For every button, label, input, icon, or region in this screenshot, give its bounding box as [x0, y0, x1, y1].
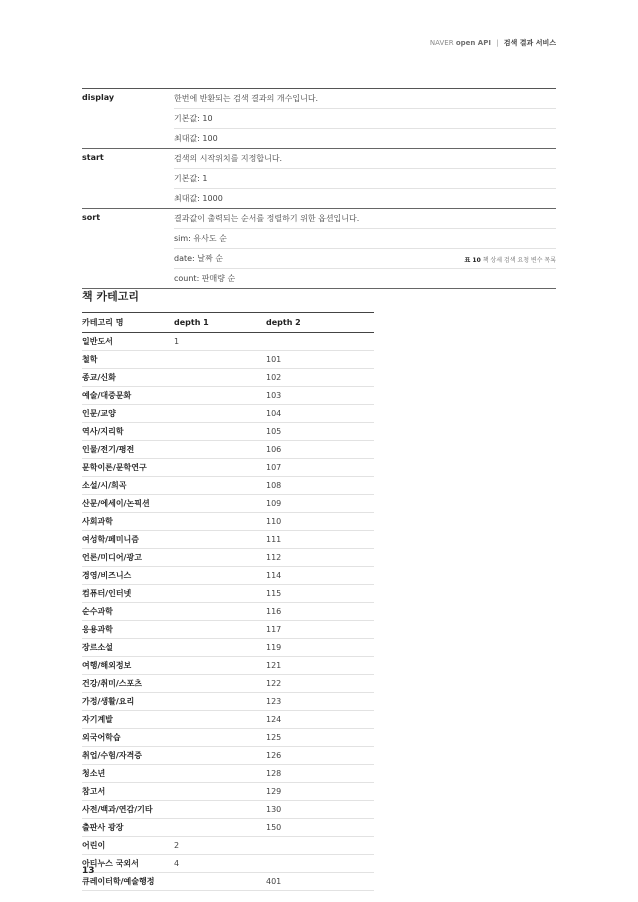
category-name-cell: 문학이론/문학연구	[82, 459, 174, 477]
depth1-cell	[174, 549, 266, 567]
table-row	[82, 855, 374, 873]
depth1-cell	[174, 477, 266, 495]
depth2-cell: 122	[266, 675, 374, 693]
table-row	[82, 567, 374, 585]
section-title: 책 카테고리	[82, 290, 139, 303]
table-row	[82, 711, 374, 729]
depth1-cell	[174, 369, 266, 387]
table-row	[82, 549, 374, 567]
depth1-cell	[174, 423, 266, 441]
category-name-cell: 건강/취미/스포츠	[82, 675, 174, 693]
header-category-name: 카테고리 명	[82, 318, 124, 327]
category-name-cell: 철학	[82, 351, 174, 369]
depth2-cell: 105	[266, 423, 374, 441]
table-row	[82, 603, 374, 621]
table-row	[82, 837, 374, 855]
category-name-cell: 가정/생활/요리	[82, 693, 174, 711]
category-name-cell: 자기계발	[82, 711, 174, 729]
category-table-header	[82, 313, 374, 333]
table-row	[82, 513, 374, 531]
depth2-cell	[266, 855, 374, 873]
depth2-cell: 114	[266, 567, 374, 585]
depth2-cell: 150	[266, 819, 374, 837]
depth2-cell: 121	[266, 657, 374, 675]
depth1-cell	[174, 873, 266, 891]
depth2-cell: 119	[266, 639, 374, 657]
category-name-cell: 일반도서	[82, 333, 174, 351]
param-row	[82, 89, 556, 149]
caption-label: 표 10	[464, 257, 481, 264]
param-row	[82, 209, 556, 289]
category-name-cell: 역사/지리학	[82, 423, 174, 441]
depth1-cell	[174, 711, 266, 729]
depth1-cell	[174, 351, 266, 369]
depth1-cell	[174, 621, 266, 639]
depth1-cell	[174, 801, 266, 819]
table-row	[82, 387, 374, 405]
table-row	[82, 675, 374, 693]
header-brand: NAVER	[429, 39, 454, 47]
depth2-cell	[266, 837, 374, 855]
category-name-cell: 예술/대중문화	[82, 387, 174, 405]
depth1-cell	[174, 783, 266, 801]
depth1-cell	[174, 441, 266, 459]
header-separator: |	[496, 39, 499, 47]
page-header	[430, 38, 556, 48]
depth2-cell: 130	[266, 801, 374, 819]
table-caption	[465, 255, 556, 264]
table-row	[82, 765, 374, 783]
depth2-cell: 112	[266, 549, 374, 567]
header-depth1: depth 1	[174, 318, 209, 327]
category-name-cell: 청소년	[82, 765, 174, 783]
depth2-cell: 106	[266, 441, 374, 459]
category-name-cell: 경영/비즈니스	[82, 567, 174, 585]
category-name-cell: 순수과학	[82, 603, 174, 621]
depth1-cell	[174, 531, 266, 549]
category-name-cell: 산문/에세이/논픽션	[82, 495, 174, 513]
category-name-cell: 어린이	[82, 837, 174, 855]
category-name-cell: 사회과학	[82, 513, 174, 531]
param-name: display	[82, 93, 115, 102]
category-name-cell: 취업/수험/자격증	[82, 747, 174, 765]
table-row	[82, 747, 374, 765]
depth1-cell	[174, 657, 266, 675]
depth2-cell: 126	[266, 747, 374, 765]
header-api: open API	[455, 39, 491, 47]
table-row	[82, 405, 374, 423]
depth1-cell	[174, 567, 266, 585]
depth1-cell	[174, 459, 266, 477]
depth1-cell	[174, 495, 266, 513]
header-depth2: depth 2	[266, 318, 301, 327]
param-description-line: 기본값: 1	[174, 169, 556, 189]
param-description-line: 최대값: 1000	[174, 194, 223, 203]
depth2-cell: 104	[266, 405, 374, 423]
depth2-cell: 116	[266, 603, 374, 621]
table-row	[82, 369, 374, 387]
table-row	[82, 783, 374, 801]
depth2-cell: 101	[266, 351, 374, 369]
table-row	[82, 459, 374, 477]
depth1-cell	[174, 639, 266, 657]
table-row	[82, 351, 374, 369]
depth2-cell: 115	[266, 585, 374, 603]
depth1-cell	[174, 765, 266, 783]
depth2-cell	[266, 333, 374, 351]
depth1-cell	[174, 405, 266, 423]
category-table	[82, 312, 374, 891]
param-description-line: 결과값이 출력되는 순서를 정렬하기 위한 옵션입니다.	[174, 209, 556, 229]
depth1-cell	[174, 585, 266, 603]
depth1-cell	[174, 675, 266, 693]
table-row	[82, 639, 374, 657]
category-name-cell: 여행/해외정보	[82, 657, 174, 675]
param-description-line: date: 날짜 순	[174, 249, 556, 269]
depth1-cell	[174, 603, 266, 621]
category-name-cell: 출판사 광장	[82, 819, 174, 837]
category-name-cell: 아티누스 국외서	[82, 855, 174, 873]
header-service: 검색 결과 서비스	[503, 39, 556, 47]
param-description-line: sim: 유사도 순	[174, 229, 556, 249]
depth2-cell: 102	[266, 369, 374, 387]
category-name-cell: 참고서	[82, 783, 174, 801]
depth1-cell: 1	[174, 333, 266, 351]
category-name-cell: 사전/백과/연감/기타	[82, 801, 174, 819]
category-name-cell: 인문/교양	[82, 405, 174, 423]
depth2-cell: 123	[266, 693, 374, 711]
depth2-cell: 108	[266, 477, 374, 495]
depth2-cell: 110	[266, 513, 374, 531]
depth1-cell: 2	[174, 837, 266, 855]
depth2-cell: 125	[266, 729, 374, 747]
depth2-cell: 129	[266, 783, 374, 801]
category-name-cell: 장르소설	[82, 639, 174, 657]
depth2-cell: 109	[266, 495, 374, 513]
category-name-cell: 인물/전기/평전	[82, 441, 174, 459]
table-row	[82, 657, 374, 675]
table-row	[82, 423, 374, 441]
category-name-cell: 언론/미디어/광고	[82, 549, 174, 567]
param-row	[82, 149, 556, 209]
depth1-cell	[174, 819, 266, 837]
param-name: sort	[82, 213, 101, 222]
depth2-cell: 107	[266, 459, 374, 477]
param-description-line: count: 판매량 순	[174, 274, 236, 283]
param-description-line: 기본값: 10	[174, 109, 556, 129]
category-name-cell: 외국어학습	[82, 729, 174, 747]
depth2-cell: 128	[266, 765, 374, 783]
table-row	[82, 873, 374, 891]
param-description-line: 한번에 반환되는 검색 결과의 개수입니다.	[174, 89, 556, 109]
param-description-line: 최대값: 100	[174, 134, 218, 143]
table-row	[82, 819, 374, 837]
category-name-cell: 응용과학	[82, 621, 174, 639]
category-name-cell: 종교/신화	[82, 369, 174, 387]
depth1-cell: 4	[174, 855, 266, 873]
category-name-cell: 소설/시/희곡	[82, 477, 174, 495]
param-name: start	[82, 153, 104, 162]
param-description	[174, 149, 556, 208]
table-row	[82, 441, 374, 459]
page-number: 13	[82, 866, 95, 876]
table-row	[82, 495, 374, 513]
depth2-cell: 111	[266, 531, 374, 549]
caption-text: 책 상세 검색 요청 변수 목록	[482, 257, 556, 264]
category-name-cell: 컴퓨터/인터넷	[82, 585, 174, 603]
table-row	[82, 729, 374, 747]
table-row	[82, 801, 374, 819]
category-name-cell: 큐레이터학/예술행정	[82, 873, 174, 891]
table-row	[82, 531, 374, 549]
table-row	[82, 477, 374, 495]
depth1-cell	[174, 747, 266, 765]
param-description	[174, 209, 556, 288]
param-description	[174, 89, 556, 148]
depth2-cell: 401	[266, 873, 374, 891]
depth2-cell: 103	[266, 387, 374, 405]
depth1-cell	[174, 387, 266, 405]
table-row	[82, 693, 374, 711]
table-row	[82, 333, 374, 351]
param-description-line: 검색의 시작위치를 지정합니다.	[174, 149, 556, 169]
table-row	[82, 585, 374, 603]
depth1-cell	[174, 729, 266, 747]
depth2-cell: 117	[266, 621, 374, 639]
depth2-cell: 124	[266, 711, 374, 729]
depth1-cell	[174, 693, 266, 711]
category-name-cell: 여성학/페미니즘	[82, 531, 174, 549]
depth1-cell	[174, 513, 266, 531]
table-row	[82, 621, 374, 639]
